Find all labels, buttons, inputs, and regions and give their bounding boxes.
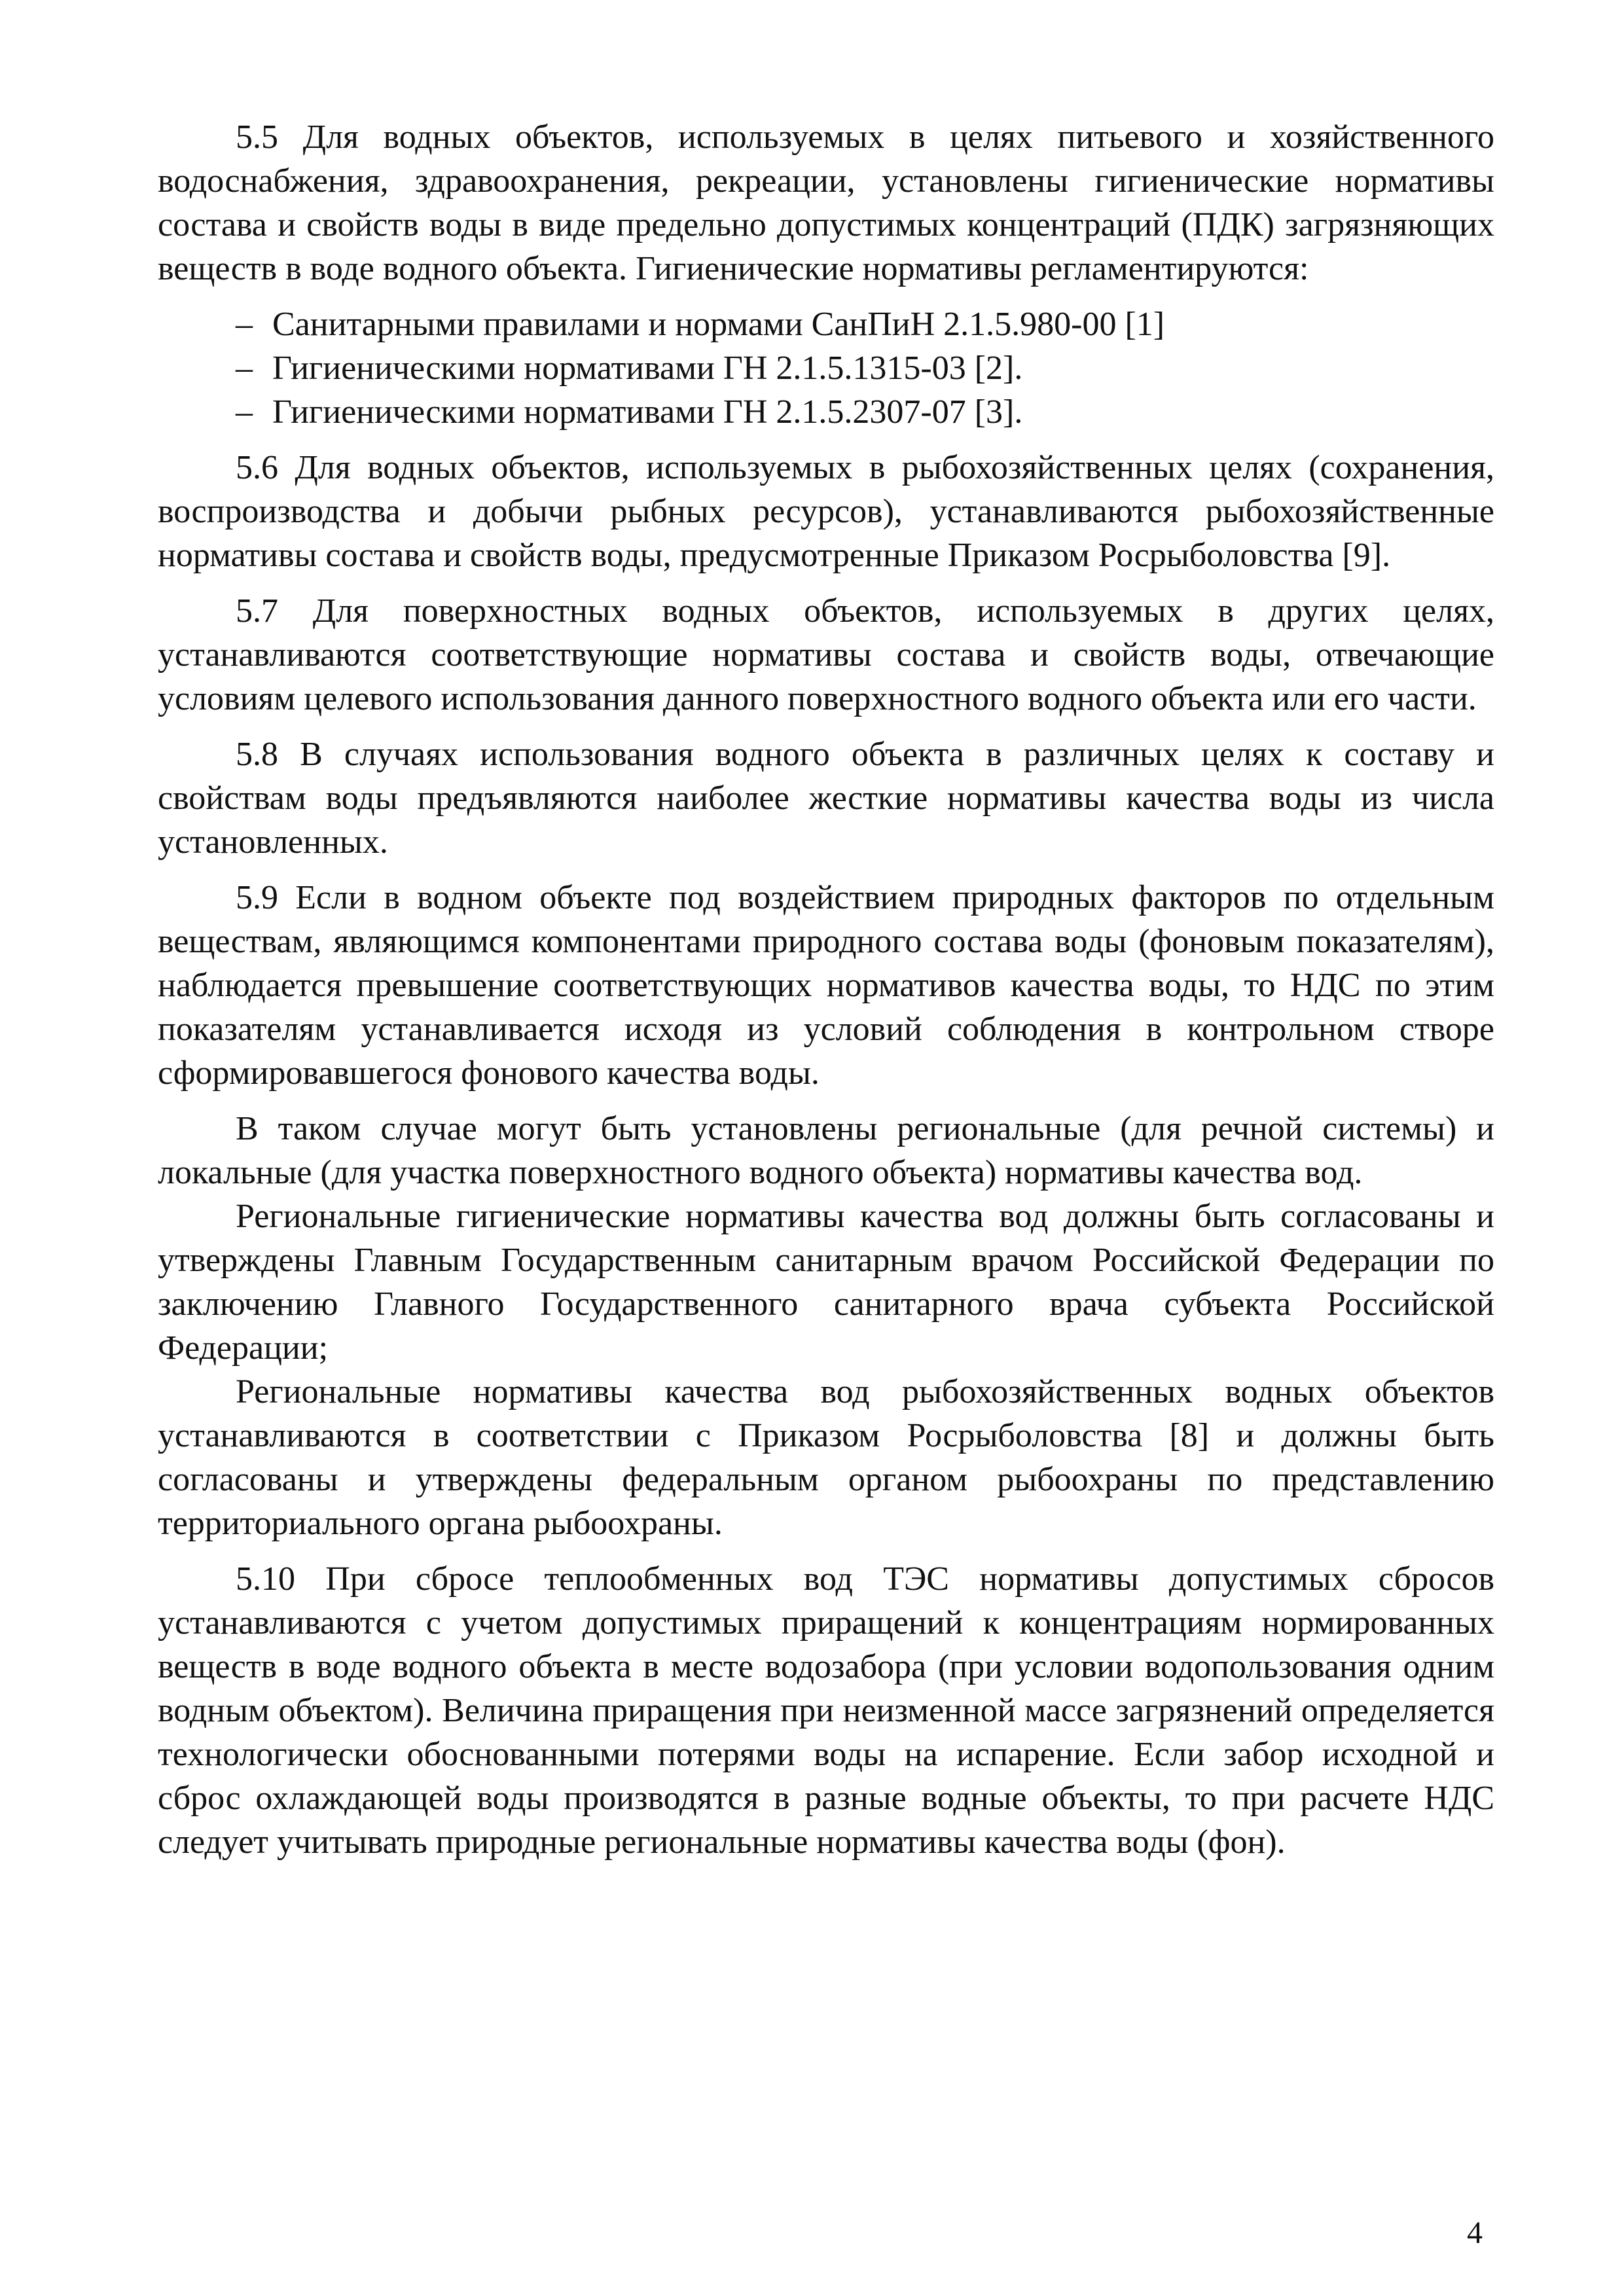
list-dash-marker: – [236,350,253,387]
list-item-text: Санитарными правилами и нормами СанПиН 2.1.5.980-00 [1] [272,306,1165,343]
list-item [236,390,1494,434]
paragraph-5-8: 5.8 В случаях использования водного объекта в различных целях к составу и свойствам воды предъявляются наиболее жесткие нормативы качества воды из числа установленных. [158,736,1494,861]
list-item [236,346,1494,390]
page-number: 4 [1467,2215,1483,2250]
regulation-list [158,302,1494,434]
paragraph-5-6: 5.6 Для водных объектов, используемых в рыбохозяйственных целях (сохранения, воспроизводства и добычи рыбных ресурсов), устанавливаются рыбохозяйственные нормативы состава и свойств воды, предусмотренные Приказом Росрыболовства [9]. [158,449,1494,574]
paragraph-case: В таком случае могут быть установлены региональные (для речной системы) и локальные (для участка поверхностного водного объекта) нормативы качества вод. [158,1110,1494,1191]
paragraph-regional-fishery: Региональные нормативы качества вод рыбохозяйственных водных объектов устанавливаются в соответствии с Приказом Росрыболовства [8] и должны быть согласованы и утверждены федеральным органом рыбоохраны по представлению территориального органа рыбоохраны. [158,1373,1494,1542]
list-dash-marker: – [236,393,253,431]
list-item-text: Гигиеническими нормативами ГН 2.1.5.2307-07 [3]. [272,393,1023,431]
paragraph-5-7: 5.7 Для поверхностных водных объектов, используемых в других целях, устанавливаются соответствующие нормативы состава и свойств воды, отвечающие условиям целевого использования данного поверхностного водного объекта или его части. [158,592,1494,717]
paragraph-5-10: 5.10 При сбросе теплообменных вод ТЭС нормативы допустимых сбросов устанавливаются с учетом допустимых приращений к концентрациям нормированных веществ в воде водного объекта в месте водозабора (при условии водопользования одним водным объектом). Величина приращения при неизменной массе загрязнений определяется технологически обоснованными потерями воды на испарение. Если забор исходной и сброс охлаждающей воды производятся в разные водные объекты, то при расчете НДС следует учитывать природные региональные нормативы качества воды (фон). [158,1560,1494,1861]
list-dash-marker: – [236,306,253,343]
list-item [236,302,1494,346]
page-body [158,115,1494,1864]
list-item-text: Гигиеническими нормативами ГН 2.1.5.1315-03 [2]. [272,350,1023,387]
paragraph-5-5: 5.5 Для водных объектов, используемых в целях питьевого и хозяйственного водоснабжения, здравоохранения, рекреации, установлены гигиенические нормативы состава и свойств воды в виде предельно допустимых концентраций (ПДК) загрязняющих веществ в воде водного объекта. Гигиенические нормативы регламентируются: [158,118,1494,287]
paragraph-regional-hygienic: Региональные гигиенические нормативы качества вод должны быть согласованы и утверждены Главным Государственным санитарным врачом Российской Федерации по заключению Главного Государственного санитарного врача субъекта Российской Федерации; [158,1198,1494,1367]
paragraph-5-9: 5.9 Если в водном объекте под воздействием природных факторов по отдельным веществам, являющимся компонентами природного состава воды (фоновым показателям), наблюдается превышение соответствующих нормативов качества воды, то НДС по этим показателям устанавливается исходя из условий соблюдения в контрольном створе сформировавшегося фонового качества воды. [158,879,1494,1092]
